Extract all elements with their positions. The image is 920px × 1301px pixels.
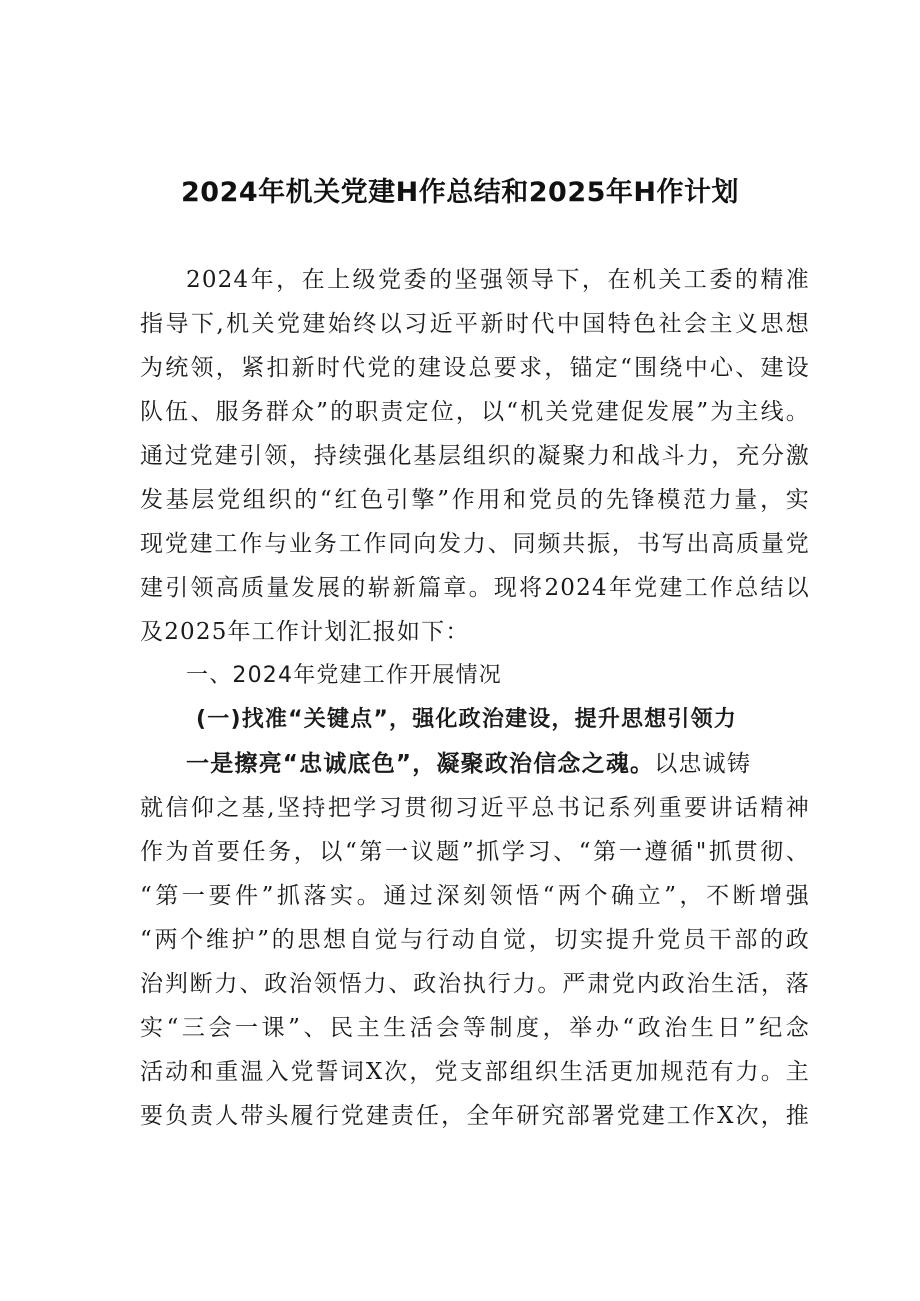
paragraph-line: 作为首要任务，以“第一议题”抓学习、“第一遵循"抓贯彻、 (140, 839, 810, 865)
section-heading: 一、2024年党建工作开展情况 (186, 663, 502, 688)
intro-line: 发基层党组织的“红色引擎”作用和党员的先锋模范力量，实 (140, 487, 810, 513)
paragraph-lead-rest: 以忠诚铸 (654, 751, 752, 777)
paragraph-line: 要负责人带头履行党建责任，全年研究部署党建工作X次，推 (140, 1103, 810, 1129)
paragraph-lead-bold: 一是擦亮“忠诚底色”，凝聚政治信念之魂。 (186, 751, 655, 777)
document-body (140, 258, 810, 1138)
paragraph-line: 活动和重温入党誓词X次，党支部组织生活更加规范有力。主 (140, 1059, 810, 1085)
intro-line: 为统领，紧扣新时代党的建设总要求，锚定“围绕中心、建设 (140, 355, 810, 381)
intro-line: 现党建工作与业务工作同向发力、同频共振，书写出高质量党 (140, 531, 810, 557)
paragraph-line: “第一要件”抓落实。通过深刻领悟“两个确立”，不断增强 (140, 883, 810, 909)
paragraph-line: 实“三会一课”、民主生活会等制度，举办“政治生日”纪念 (140, 1015, 810, 1041)
intro-line: 2024年，在上级党委的坚强领导下，在机关工委的精准 (186, 267, 810, 293)
intro-line: 建引领高质量发展的崭新篇章。现将2024年党建工作总结以 (140, 575, 810, 601)
document-title: 2024年机关党建H作总结和2025年H作计划 (181, 177, 739, 208)
intro-line: 通过党建引领，持续强化基层组织的凝聚力和战斗力，充分激 (140, 443, 810, 469)
paragraph-line: 治判断力、政治领悟力、政治执行力。严肃党内政治生活，落 (140, 971, 810, 997)
paragraph-line: “两个维护”的思想自觉与行动自觉，切实提升党员干部的政 (140, 927, 810, 953)
paragraph-lead-line (140, 742, 810, 786)
subsection-heading: (一)找准“关键点”，强化政治建设，提升思想引领力 (196, 707, 738, 732)
intro-line: 队伍、服务群众”的职责定位，以“机关党建促发展”为主线。 (140, 399, 810, 425)
intro-line: 指导下,机关党建始终以习近平新时代中国特色社会主义思想 (140, 311, 810, 337)
intro-line: 及2025年工作计划汇报如下： (140, 619, 470, 645)
paragraph-line: 就信仰之基,坚持把学习贯彻习近平总书记系列重要讲话精神 (140, 795, 810, 821)
